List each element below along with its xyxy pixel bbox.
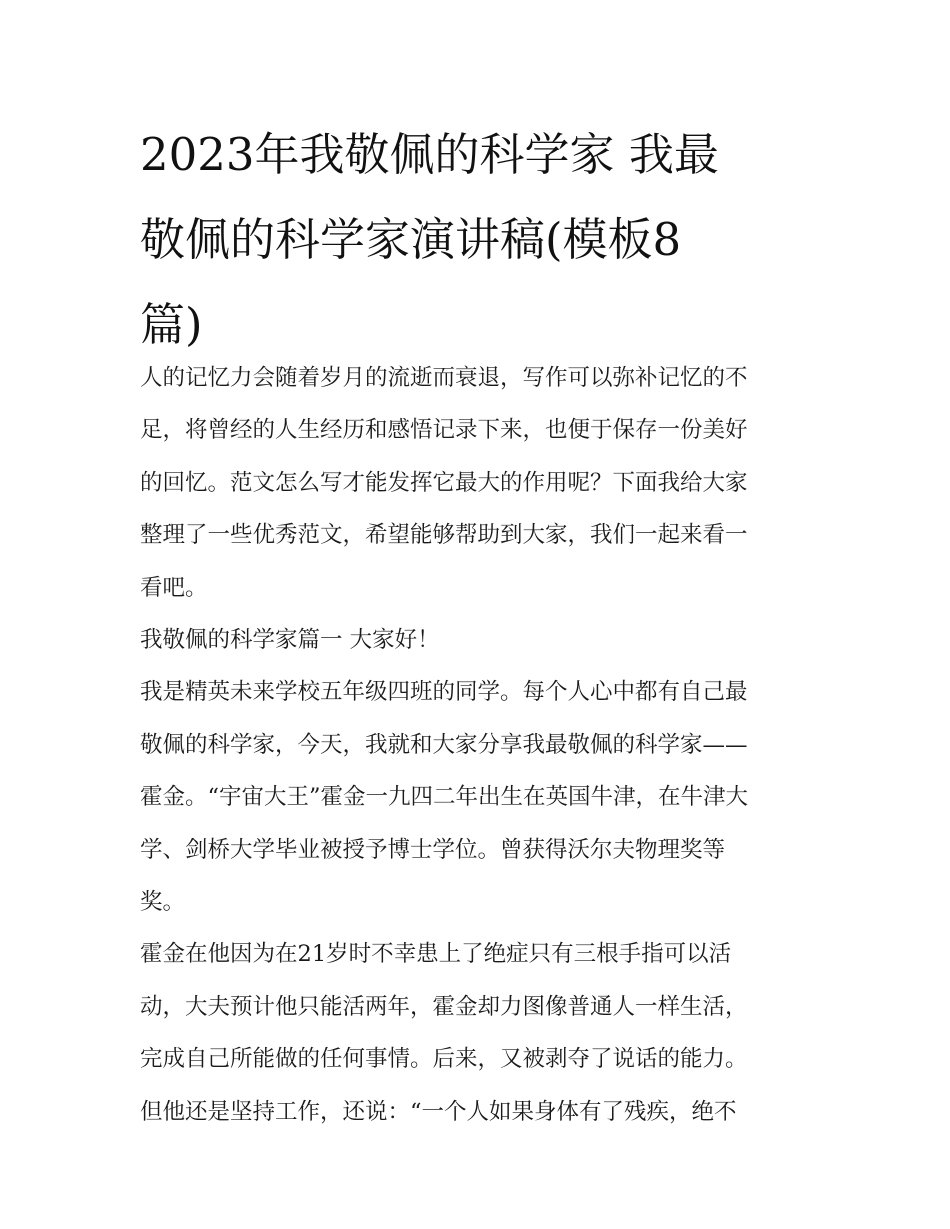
paragraph-hawking-intro: 我是精英未来学校五年级四班的同学。每个人心中都有自己最 敬佩的科学家，今天，我就和大家分享我最敬佩的科学家—— 霍金。“宇宙大王”霍金一九四二年出生在英国牛津，在牛津大 学、剑桥大学毕业被授予博士学位。曾获得沃尔夫物理奖等 奖。 [140, 679, 749, 916]
paragraph-hawking-illness: 霍金在他因为在21岁时不幸患上了绝症只有三根手指可以活 动，大夫预计他只能活两年，霍金却力图像普通人一样生活， 完成自己所能做的任何事情。后来，又被剥夺了说话的能力。 但他还是坚持工作，还说：“一个人如果身体有了残疾，绝不 [140, 941, 748, 1125]
document-title: 2023年我敬佩的科学家 我最 敬佩的科学家演讲稿(模板8 篇) [140, 128, 719, 351]
document-body [140, 352, 830, 1138]
paragraph-intro: 人的记忆力会随着岁月的流逝而衰退，写作可以弥补记忆的不 足，将曾经的人生经历和感悟记录下来，也便于保存一份美好 的回忆。范文怎么写才能发挥它最大的作用呢？下面我给大家 整理了一些优秀范文，希望能够帮助到大家，我们一起来看一 看吧。 [140, 365, 748, 601]
paragraph-section-heading: 我敬佩的科学家篇一 大家好！ [140, 627, 440, 654]
